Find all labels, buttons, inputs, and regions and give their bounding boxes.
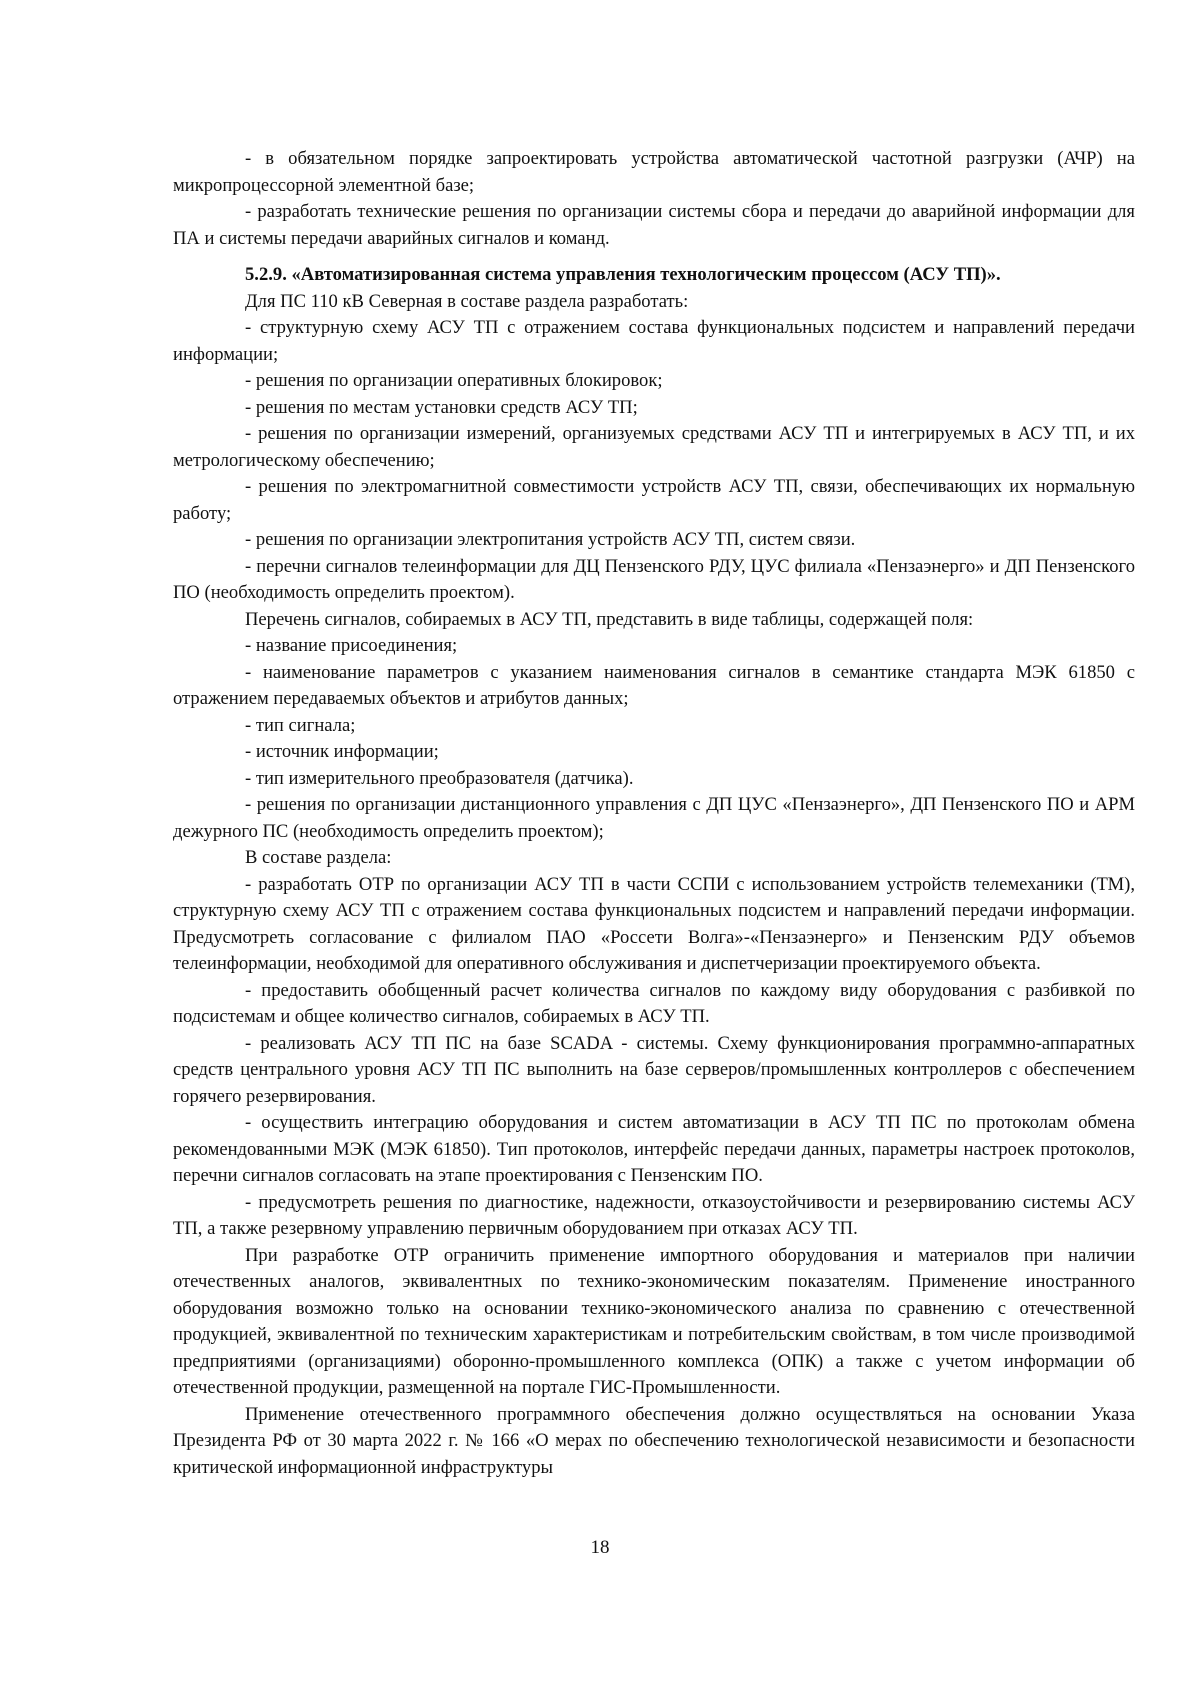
list-item: - решения по организации измерений, организуемых средствами АСУ ТП и интегрируемых в АСУ ТП, и их метрологическому обеспечению; [173, 423, 1135, 471]
list-item: - решения по электромагнитной совместимости устройств АСУ ТП, связи, обеспечивающих их нормальную работу; [173, 476, 1135, 524]
paragraph: При разработке ОТР ограничить применение импортного оборудования и материалов при наличии отечественных аналогов, эквивалентных по технико-экономическим показателям. Применение иностранного оборудования возможно только на основании технико-экономического анализа по сравнению с отечественной продукцией, эквивалентной по техническим характеристикам и потребительским свойствам, в том числе производимой предприятиями (организациями) оборонно-промышленного комплекса (ОПК) а также с учетом информации об отечественной продукции, размещенной на портале ГИС-Промышленности. [173, 1244, 1135, 1398]
list-item: - решения по организации дистанционного управления с ДП ЦУС «Пензаэнерго», ДП Пензенского ПО и АРМ дежурного ПС (необходимость определить проектом); [173, 794, 1135, 842]
list-item: - осуществить интеграцию оборудования и систем автоматизации в АСУ ТП ПС по протоколам обмена рекомендованными МЭК (МЭК 61850). Тип протоколов, интерфейс передачи данных, параметры настроек протоколов, перечни сигналов согласовать на этапе проектирования с Пензенским ПО. [173, 1112, 1135, 1186]
list-item: - решения по организации электропитания устройств АСУ ТП, систем связи. [245, 529, 856, 550]
paragraph: - в обязательном порядке запроектировать устройства автоматической частотной разгрузки (АЧР) на микропроцессорной элементной базе; [173, 148, 1135, 196]
paragraph: Перечень сигналов, собираемых в АСУ ТП, представить в виде таблицы, содержащей поля: [245, 608, 974, 630]
list-item: - источник информации; [245, 741, 439, 762]
paragraph: - разработать технические решения по организации системы сбора и передачи до аварийной информации для ПА и системы передачи аварийных сигналов и команд. [173, 201, 1135, 249]
list-item: - предусмотреть решения по диагностике, надежности, отказоустойчивости и резервированию системы АСУ ТП, а также резервному управлению первичным оборудованием при отказах АСУ ТП. [173, 1191, 1135, 1239]
list-item: - решения по организации оперативных блокировок; [245, 370, 663, 391]
paragraph: Применение отечественного программного обеспечения должно осуществляться на основании Указа Президента РФ от 30 марта 2022 г. № 166 «О мерах по обеспечению технологической независимости и безопасности критической информационной инфраструктуры [173, 1403, 1135, 1478]
document-page [173, 146, 1135, 1481]
paragraph: В составе раздела: [245, 847, 392, 868]
list-item: - структурную схему АСУ ТП с отражением состава функциональных подсистем и направлений передачи информации; [173, 317, 1135, 365]
list-item: - перечни сигналов телеинформации для ДЦ Пензенского РДУ, ЦУС филиала «Пензаэнерго» и ДП Пензенского ПО (необходимость определить проектом). [173, 555, 1135, 603]
page-number: 18 [590, 1537, 610, 1558]
section-heading: 5.2.9. «Автоматизированная система управления технологическим процессом (АСУ ТП)». [245, 264, 1001, 285]
list-item: - предоставить обобщенный расчет количества сигналов по каждому виду оборудования с разбивкой по подсистемам и общее количество сигналов, собираемых в АСУ ТП. [173, 979, 1135, 1027]
list-item: - разработать ОТР по организации АСУ ТП в части ССПИ с использованием устройств телемеханики (ТМ), структурную схему АСУ ТП с отражением состава функциональных подсистем и направлений передачи информации. Предусмотреть согласование с филиалом ПАО «Россети Волга»-«Пензаэнерго» и Пензенским РДУ объемов телеинформации, необходимой для оперативного обслуживания и диспетчеризации проектируемого объекта. [173, 873, 1135, 974]
list-item: - реализовать АСУ ТП ПС на базе SCADA - системы. Схему функционирования программно-аппаратных средств центрального уровня АСУ ТП ПС выполнить на базе серверов/промышленных контроллеров с обеспечением горячего резервирования. [173, 1032, 1135, 1107]
list-item: - тип измерительного преобразователя (датчика). [245, 767, 634, 789]
list-item: - название присоединения; [245, 635, 458, 656]
list-item: - тип сигнала; [245, 714, 356, 736]
paragraph: Для ПС 110 кВ Северная в составе раздела разработать: [245, 290, 689, 312]
list-item: - наименование параметров с указанием наименования сигналов в семантике стандарта МЭК 61850 с отражением передаваемых объектов и атрибутов данных; [173, 661, 1135, 709]
list-item: - решения по местам установки средств АСУ ТП; [245, 396, 638, 418]
